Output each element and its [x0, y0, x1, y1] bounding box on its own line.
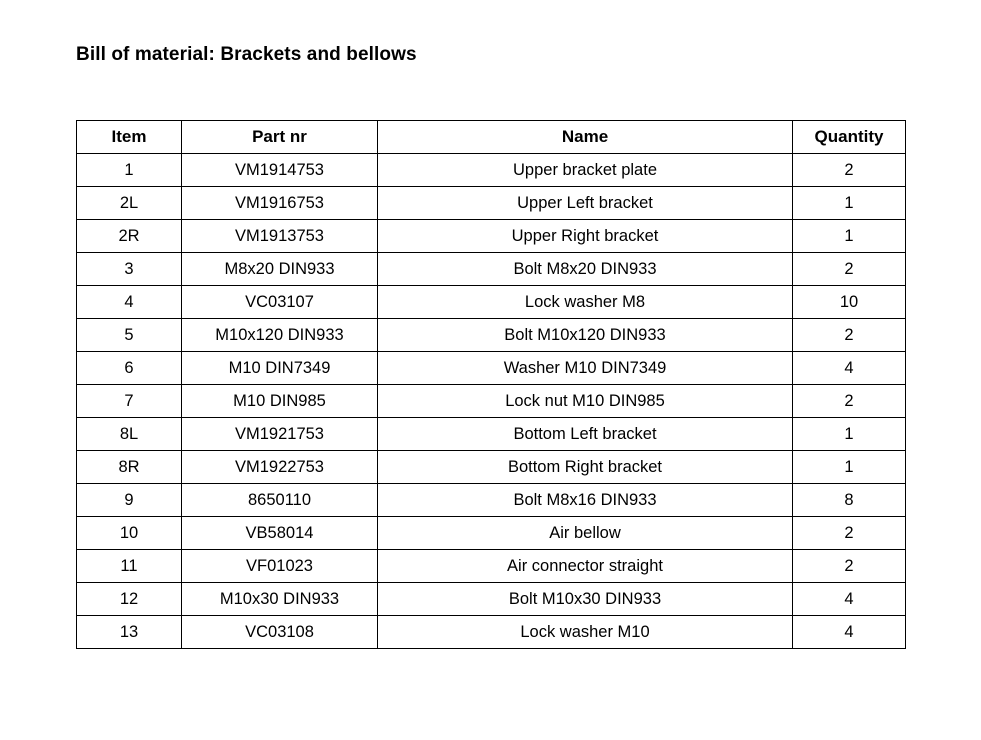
cell-part-nr: VF01023: [182, 550, 378, 583]
cell-name: Washer M10 DIN7349: [378, 352, 793, 385]
cell-part-nr: M10 DIN985: [182, 385, 378, 418]
table-row: [77, 418, 906, 451]
cell-part-nr: VM1914753: [182, 154, 378, 187]
cell-name: Air bellow: [378, 517, 793, 550]
cell-quantity: 2: [793, 319, 906, 352]
cell-part-nr: VM1921753: [182, 418, 378, 451]
cell-part-nr: M8x20 DIN933: [182, 253, 378, 286]
cell-part-nr: VC03108: [182, 616, 378, 649]
cell-quantity: 4: [793, 583, 906, 616]
table-row: [77, 451, 906, 484]
cell-quantity: 8: [793, 484, 906, 517]
cell-quantity: 2: [793, 253, 906, 286]
cell-part-nr: VM1922753: [182, 451, 378, 484]
cell-name: Bolt M8x16 DIN933: [378, 484, 793, 517]
cell-part-nr: VM1913753: [182, 220, 378, 253]
table-row: [77, 286, 906, 319]
cell-quantity: 1: [793, 418, 906, 451]
cell-name: Lock nut M10 DIN985: [378, 385, 793, 418]
cell-item: 11: [77, 550, 182, 583]
cell-part-nr: VM1916753: [182, 187, 378, 220]
cell-item: 10: [77, 517, 182, 550]
cell-quantity: 2: [793, 154, 906, 187]
cell-name: Bolt M8x20 DIN933: [378, 253, 793, 286]
cell-item: 6: [77, 352, 182, 385]
cell-item: 7: [77, 385, 182, 418]
cell-part-nr: VB58014: [182, 517, 378, 550]
table-row: [77, 154, 906, 187]
table-header-row: [77, 121, 906, 154]
cell-part-nr: M10x120 DIN933: [182, 319, 378, 352]
cell-quantity: 10: [793, 286, 906, 319]
page-title: Bill of material: Brackets and bellows: [76, 44, 417, 65]
cell-item: 8L: [77, 418, 182, 451]
cell-item: 3: [77, 253, 182, 286]
table-row: [77, 517, 906, 550]
cell-name: Lock washer M8: [378, 286, 793, 319]
bill-of-material-table: [76, 120, 906, 649]
table-row: [77, 583, 906, 616]
cell-item: 8R: [77, 451, 182, 484]
cell-name: Bottom Left bracket: [378, 418, 793, 451]
table-row: [77, 352, 906, 385]
column-header-item: Item: [77, 121, 182, 154]
cell-name: Upper Right bracket: [378, 220, 793, 253]
cell-item: 9: [77, 484, 182, 517]
table-row: [77, 253, 906, 286]
column-header-part-nr: Part nr: [182, 121, 378, 154]
cell-item: 13: [77, 616, 182, 649]
cell-quantity: 4: [793, 616, 906, 649]
cell-quantity: 4: [793, 352, 906, 385]
cell-item: 2R: [77, 220, 182, 253]
table-row: [77, 385, 906, 418]
cell-quantity: 2: [793, 385, 906, 418]
table-row: [77, 220, 906, 253]
cell-quantity: 2: [793, 550, 906, 583]
cell-name: Lock washer M10: [378, 616, 793, 649]
table-row: [77, 319, 906, 352]
cell-item: 4: [77, 286, 182, 319]
cell-name: Bolt M10x30 DIN933: [378, 583, 793, 616]
table-row: [77, 187, 906, 220]
cell-item: 2L: [77, 187, 182, 220]
cell-part-nr: 8650110: [182, 484, 378, 517]
cell-part-nr: M10x30 DIN933: [182, 583, 378, 616]
cell-quantity: 2: [793, 517, 906, 550]
cell-name: Upper Left bracket: [378, 187, 793, 220]
cell-item: 12: [77, 583, 182, 616]
cell-name: Air connector straight: [378, 550, 793, 583]
column-header-name: Name: [378, 121, 793, 154]
column-header-quantity: Quantity: [793, 121, 906, 154]
cell-quantity: 1: [793, 451, 906, 484]
cell-name: Bolt M10x120 DIN933: [378, 319, 793, 352]
cell-name: Upper bracket plate: [378, 154, 793, 187]
cell-item: 5: [77, 319, 182, 352]
cell-part-nr: VC03107: [182, 286, 378, 319]
cell-part-nr: M10 DIN7349: [182, 352, 378, 385]
cell-name: Bottom Right bracket: [378, 451, 793, 484]
cell-quantity: 1: [793, 220, 906, 253]
table-row: [77, 484, 906, 517]
cell-quantity: 1: [793, 187, 906, 220]
table-row: [77, 550, 906, 583]
cell-item: 1: [77, 154, 182, 187]
table-row: [77, 616, 906, 649]
